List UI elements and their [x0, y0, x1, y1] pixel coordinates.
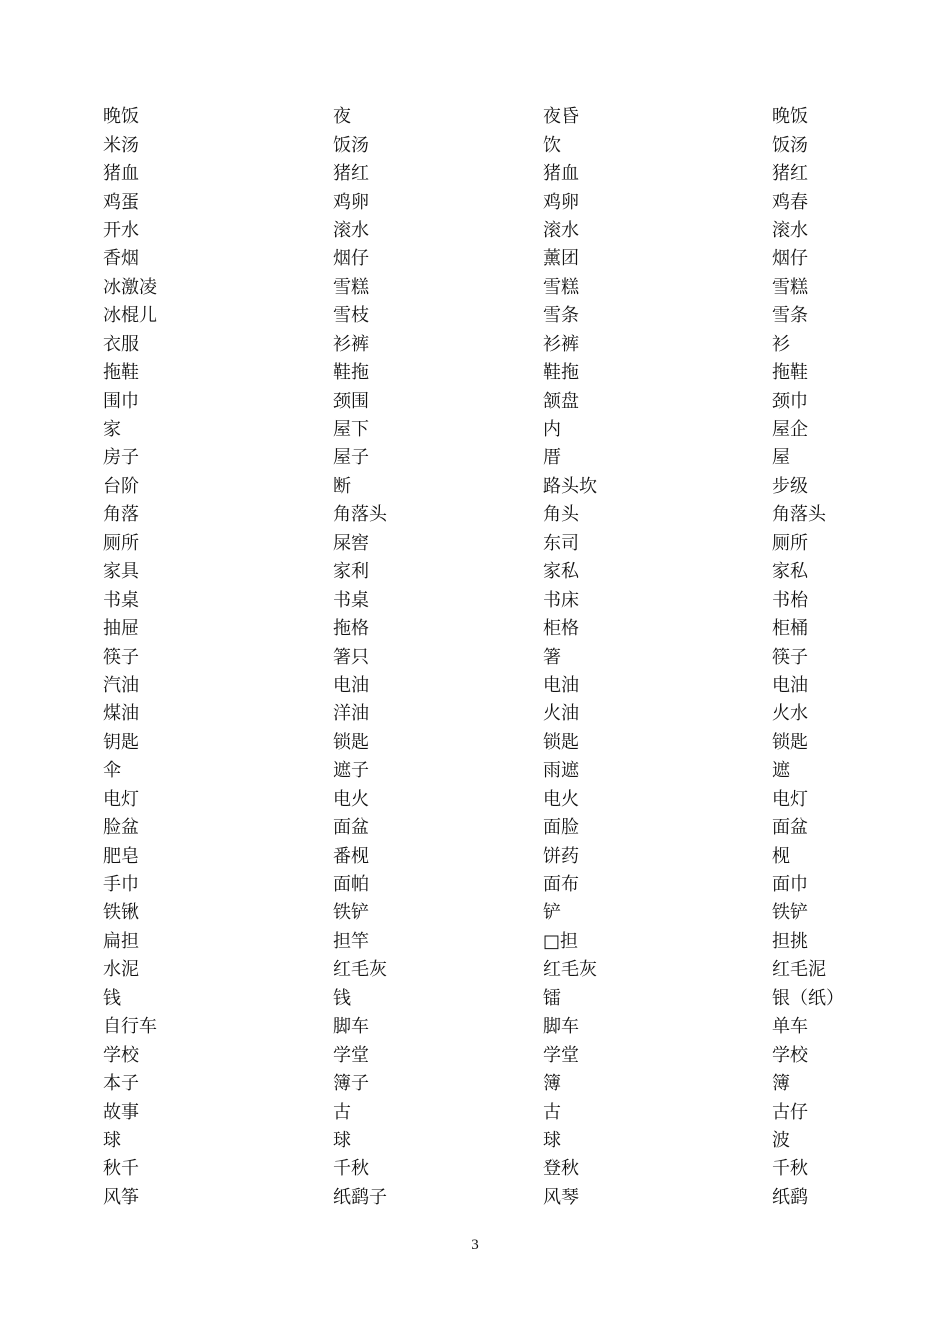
table-cell: 肥皂 [103, 845, 139, 867]
table-cell: 颈巾 [772, 390, 808, 412]
table-row [103, 274, 863, 302]
table-row [103, 1070, 863, 1098]
table-cell: 电灯 [103, 788, 139, 810]
table-cell: 球 [333, 1129, 351, 1151]
table-row [103, 586, 863, 614]
table-cell: 锁匙 [543, 731, 579, 753]
vocabulary-table [103, 103, 863, 1212]
table-cell: 拖鞋 [103, 362, 139, 384]
table-row [103, 672, 863, 700]
table-cell: 屋 [772, 447, 790, 469]
table-row [103, 1098, 863, 1126]
table-row [103, 842, 863, 870]
table-row [103, 359, 863, 387]
table-cell: 洋油 [333, 703, 369, 725]
table-cell: 波 [772, 1129, 790, 1151]
table-cell: 扁担 [103, 930, 139, 952]
table-cell: 面布 [543, 874, 579, 896]
table-cell: 屋下 [333, 419, 369, 441]
table-cell: 家私 [543, 561, 579, 583]
table-cell: 雪枝 [333, 305, 369, 327]
table-cell: 晚饭 [772, 106, 808, 128]
table-cell: 面帕 [333, 874, 369, 896]
table-cell: 担竿 [333, 930, 369, 952]
table-cell: 路头坎 [543, 475, 597, 497]
table-cell: 电火 [543, 788, 579, 810]
table-cell: 雨遮 [543, 760, 579, 782]
table-cell: 鸡蛋 [103, 191, 139, 213]
table-cell: 雪条 [772, 305, 808, 327]
table-cell: 屋企 [772, 419, 808, 441]
table-cell: 红毛泥 [772, 959, 826, 981]
table-cell: 滚水 [333, 219, 369, 241]
table-cell: 簿 [772, 1073, 790, 1095]
table-row [103, 1127, 863, 1155]
table-cell: 簿子 [333, 1073, 369, 1095]
table-cell: 滚水 [543, 219, 579, 241]
table-cell: 遮 [772, 760, 790, 782]
table-cell: 围巾 [103, 390, 139, 412]
table-cell: 鞋拖 [543, 362, 579, 384]
table-cell: 断 [333, 475, 351, 497]
table-cell: 鸡卵 [543, 191, 579, 213]
table-cell: 衫 [772, 333, 790, 355]
table-cell: 鸡春 [772, 191, 808, 213]
table-row [103, 700, 863, 728]
table-cell: 自行车 [103, 1016, 157, 1038]
table-cell: 古 [333, 1101, 351, 1123]
table-cell: 学校 [103, 1044, 139, 1066]
table-cell: 面脸 [543, 817, 579, 839]
table-cell: 学堂 [543, 1044, 579, 1066]
table-row [103, 416, 863, 444]
table-cell: 学堂 [333, 1044, 369, 1066]
table-cell: 火油 [543, 703, 579, 725]
table-cell: 学校 [772, 1044, 808, 1066]
table-cell: 电火 [333, 788, 369, 810]
table-cell: 银（纸） [772, 987, 844, 1009]
table-cell: 箸 [543, 646, 561, 668]
table-row [103, 814, 863, 842]
table-cell: 台阶 [103, 475, 139, 497]
table-cell: 脚车 [543, 1016, 579, 1038]
table-row [103, 956, 863, 984]
table-row [103, 331, 863, 359]
table-row [103, 729, 863, 757]
table-cell: 鸡卵 [333, 191, 369, 213]
table-row [103, 1155, 863, 1183]
table-cell: 柜格 [543, 618, 579, 640]
table-row [103, 160, 863, 188]
table-cell: 屎窖 [333, 532, 369, 554]
table-cell: 单车 [772, 1016, 808, 1038]
table-cell: 古 [543, 1101, 561, 1123]
table-row [103, 928, 863, 956]
table-cell: 开水 [103, 219, 139, 241]
table-cell: 筷子 [103, 646, 139, 668]
table-cell: 钥匙 [103, 731, 139, 753]
table-cell: 千秋 [772, 1158, 808, 1180]
table-cell: 汽油 [103, 674, 139, 696]
table-row [103, 103, 863, 131]
page-number: 3 [471, 1237, 479, 1253]
table-row [103, 1041, 863, 1069]
table-row [103, 302, 863, 330]
table-cell: 米汤 [103, 134, 139, 156]
table-cell: 滚水 [772, 219, 808, 241]
table-cell: 衫裤 [333, 333, 369, 355]
table-row [103, 558, 863, 586]
table-cell: 本子 [103, 1073, 139, 1095]
table-cell: 面盆 [333, 817, 369, 839]
table-cell: 古仔 [772, 1101, 808, 1123]
table-cell: 纸鹞子 [333, 1186, 387, 1208]
table-cell: 冰激凌 [103, 276, 157, 298]
table-cell: 拖格 [333, 618, 369, 640]
table-cell: 伞 [103, 760, 121, 782]
table-cell: 饮 [543, 134, 561, 156]
table-cell: 烟仔 [772, 248, 808, 270]
table-cell: 风琴 [543, 1186, 579, 1208]
table-cell: 猪红 [333, 163, 369, 185]
table-cell: 冰棍儿 [103, 305, 157, 327]
table-cell: 球 [103, 1129, 121, 1151]
table-cell: 柜桶 [772, 618, 808, 640]
table-row [103, 131, 863, 159]
table-cell: 纸鹞 [772, 1186, 808, 1208]
table-cell: 厕所 [103, 532, 139, 554]
table-cell: 角落头 [333, 504, 387, 526]
table-cell: 香烟 [103, 248, 139, 270]
table-cell: 担挑 [772, 930, 808, 952]
table-cell: 火水 [772, 703, 808, 725]
table-cell: 雪条 [543, 305, 579, 327]
table-cell: 步级 [772, 475, 808, 497]
table-cell: 遮子 [333, 760, 369, 782]
table-cell: □担 [543, 930, 579, 952]
table-cell: 秋千 [103, 1158, 139, 1180]
table-cell: 钱 [103, 987, 121, 1009]
table-cell: 筷子 [772, 646, 808, 668]
table-cell: 书桌 [103, 589, 139, 611]
table-row [103, 387, 863, 415]
table-cell: 内 [543, 419, 561, 441]
table-row [103, 899, 863, 927]
table-cell: 饭汤 [333, 134, 369, 156]
table-row [103, 643, 863, 671]
table-cell: 钱 [333, 987, 351, 1009]
table-row [103, 1013, 863, 1041]
table-row [103, 444, 863, 472]
table-cell: 家具 [103, 561, 139, 583]
table-cell: 面盆 [772, 817, 808, 839]
table-cell: 拖鞋 [772, 362, 808, 384]
table-cell: 夜 [333, 106, 351, 128]
table-cell: 厕所 [772, 532, 808, 554]
table-cell: 薰团 [543, 248, 579, 270]
table-cell: 锁匙 [333, 731, 369, 753]
table-cell: 衫裤 [543, 333, 579, 355]
table-cell: 饼药 [543, 845, 579, 867]
table-cell: 千秋 [333, 1158, 369, 1180]
table-cell: 书枱 [772, 589, 808, 611]
table-cell: 书桌 [333, 589, 369, 611]
table-cell: 雪糕 [772, 276, 808, 298]
table-row [103, 473, 863, 501]
table-cell: 衣服 [103, 333, 139, 355]
table-cell: 猪血 [543, 163, 579, 185]
table-cell: 风筝 [103, 1186, 139, 1208]
table-cell: 番枧 [333, 845, 369, 867]
table-cell: 电灯 [772, 788, 808, 810]
table-cell: 球 [543, 1129, 561, 1151]
table-cell: 红毛灰 [333, 959, 387, 981]
table-cell: 书床 [543, 589, 579, 611]
table-row [103, 217, 863, 245]
table-cell: 家利 [333, 561, 369, 583]
table-cell: 电油 [772, 674, 808, 696]
table-cell: 枧 [772, 845, 790, 867]
table-cell: 鞋拖 [333, 362, 369, 384]
table-cell: 镭 [543, 987, 561, 1009]
table-cell: 箸只 [333, 646, 369, 668]
table-cell: 夜昏 [543, 106, 579, 128]
table-cell: 水泥 [103, 959, 139, 981]
table-cell: 铁铲 [333, 902, 369, 924]
table-cell: 家私 [772, 561, 808, 583]
table-cell: 锁匙 [772, 731, 808, 753]
table-row [103, 757, 863, 785]
table-cell: 雪糕 [333, 276, 369, 298]
table-cell: 颔盘 [543, 390, 579, 412]
table-cell: 抽屉 [103, 618, 139, 640]
table-row [103, 615, 863, 643]
table-cell: 家 [103, 419, 121, 441]
table-cell: 屋子 [333, 447, 369, 469]
table-cell: 手巾 [103, 874, 139, 896]
table-cell: 簿 [543, 1073, 561, 1095]
table-row [103, 786, 863, 814]
table-cell: 烟仔 [333, 248, 369, 270]
table-cell: 登秋 [543, 1158, 579, 1180]
table-row [103, 188, 863, 216]
table-row [103, 245, 863, 273]
table-row [103, 871, 863, 899]
table-cell: 颈围 [333, 390, 369, 412]
table-cell: 红毛灰 [543, 959, 597, 981]
table-row [103, 530, 863, 558]
table-cell: 脸盆 [103, 817, 139, 839]
table-cell: 猪红 [772, 163, 808, 185]
table-cell: 铲 [543, 902, 561, 924]
table-cell: 东司 [543, 532, 579, 554]
table-cell: 厝 [543, 447, 561, 469]
table-row [103, 1184, 863, 1212]
table-cell: 铁铲 [772, 902, 808, 924]
table-cell: 角头 [543, 504, 579, 526]
table-cell: 脚车 [333, 1016, 369, 1038]
table-cell: 饭汤 [772, 134, 808, 156]
table-row [103, 985, 863, 1013]
table-cell: 房子 [103, 447, 139, 469]
table-cell: 故事 [103, 1101, 139, 1123]
table-cell: 煤油 [103, 703, 139, 725]
table-row [103, 501, 863, 529]
table-cell: 雪糕 [543, 276, 579, 298]
table-cell: 角落 [103, 504, 139, 526]
table-cell: 铁锹 [103, 902, 139, 924]
table-cell: 面巾 [772, 874, 808, 896]
table-cell: 晚饭 [103, 106, 139, 128]
table-cell: 电油 [333, 674, 369, 696]
table-cell: 角落头 [772, 504, 826, 526]
table-cell: 猪血 [103, 163, 139, 185]
table-cell: 电油 [543, 674, 579, 696]
